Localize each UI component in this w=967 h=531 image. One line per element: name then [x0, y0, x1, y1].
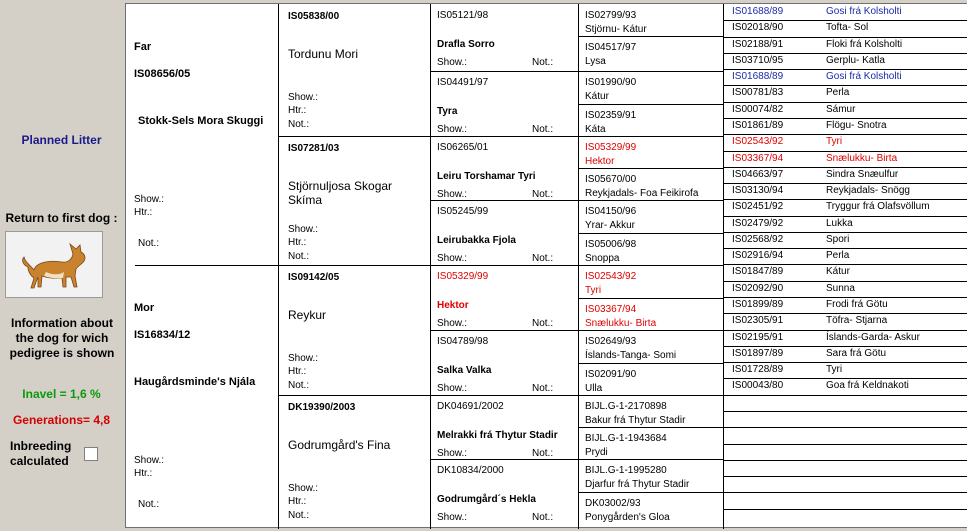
ancestor-reg[interactable]: IS02091/90: [585, 369, 637, 380]
parent-role: Far: [134, 41, 152, 53]
ancestor-name[interactable]: Djarfur frá Thytur Stadir: [585, 479, 690, 490]
show-label: Show.:: [437, 512, 468, 523]
grandparent-reg[interactable]: IS09142/05: [288, 272, 340, 283]
ancestor-reg[interactable]: IS02305/91: [732, 315, 784, 326]
ancestor-name[interactable]: Ponygården's Gloa: [585, 512, 670, 523]
not-label: Not.:: [532, 253, 554, 264]
grandparent-name[interactable]: Godrumgård's Fina: [288, 438, 391, 452]
ancestor-name[interactable]: Godrumgård´s Hekla: [437, 494, 536, 505]
grid-line: [723, 330, 967, 331]
ancestor-reg[interactable]: IS01990/90: [585, 77, 637, 88]
first-dog-button[interactable]: [5, 231, 103, 298]
ancestor-reg[interactable]: IS02543/92: [585, 271, 637, 282]
ancestor-name[interactable]: Lukka: [826, 218, 853, 229]
grid-line: [723, 20, 967, 21]
htr-label: Htr.:: [134, 468, 153, 479]
sidebar: [0, 0, 123, 531]
ancestor-reg[interactable]: IS00074/82: [732, 104, 784, 115]
show-label: Show.:: [134, 194, 165, 205]
grid-line: [723, 460, 967, 461]
grid-line: [578, 265, 723, 266]
ancestor-name[interactable]: Salka Valka: [437, 365, 492, 376]
ancestor-reg[interactable]: IS02451/92: [732, 201, 784, 212]
not-label: Not.:: [532, 57, 554, 68]
show-label: Show.:: [437, 448, 468, 459]
grid-line: [278, 395, 430, 396]
grid-line: [430, 395, 578, 396]
show-label: Show.:: [288, 92, 319, 103]
grid-line: [723, 53, 967, 54]
show-label: Show.:: [437, 124, 468, 135]
ancestor-reg[interactable]: IS02018/90: [732, 22, 784, 33]
grandparent-reg[interactable]: DK19390/2003: [288, 402, 356, 413]
ancestor-name[interactable]: Floki frá Kolsholti: [826, 39, 903, 50]
ancestor-reg[interactable]: IS02649/93: [585, 336, 637, 347]
grid-line: [578, 363, 723, 364]
grid-line: [723, 151, 967, 152]
ancestor-name[interactable]: Tofta- Sol: [826, 22, 869, 33]
ancestor-reg[interactable]: IS01861/89: [732, 120, 784, 131]
ancestor-name[interactable]: Tyri: [585, 285, 602, 296]
parent-name[interactable]: Stokk-Sels Mora Skuggi: [138, 115, 264, 127]
ancestor-name[interactable]: Leirubakka Fjola: [437, 235, 516, 246]
not-label: Not.:: [288, 380, 310, 391]
ancestor-name[interactable]: Kátur: [585, 91, 609, 102]
ancestor-name[interactable]: Perla: [826, 87, 850, 98]
ancestor-name[interactable]: Sámur: [826, 104, 856, 115]
ancestor-name[interactable]: Reykjadals- Foa Feikirofa: [585, 188, 699, 199]
grandparent-name[interactable]: Stjörnuljosa Skogar Skíma: [288, 179, 393, 207]
grid-line: [723, 346, 967, 347]
grid-line: [723, 69, 967, 70]
not-label: Not.:: [532, 189, 554, 200]
ancestor-reg[interactable]: DK10834/2000: [437, 465, 504, 476]
grid-line: [723, 118, 967, 119]
ancestor-reg[interactable]: BIJL.G-1-1995280: [585, 465, 667, 476]
not-label: Not.:: [532, 124, 554, 135]
ancestor-reg[interactable]: IS01897/89: [732, 348, 784, 359]
ancestor-reg[interactable]: IS01899/89: [732, 299, 784, 310]
grid-line: [723, 509, 967, 510]
ancestor-reg[interactable]: IS02543/92: [732, 136, 784, 147]
grid-line: [723, 232, 967, 233]
ancestor-name[interactable]: Yrar- Akkur: [585, 220, 636, 231]
inavel-value: Inavel = 1,6 %: [22, 387, 101, 401]
ancestor-reg[interactable]: IS05245/99: [437, 206, 489, 217]
grandparent-name[interactable]: Reykur: [288, 308, 327, 322]
ancestor-reg[interactable]: IS03367/94: [732, 153, 784, 164]
show-label: Show.:: [437, 318, 468, 329]
ancestor-reg[interactable]: BIJL.G-1-1943684: [585, 433, 667, 444]
not-label: Not.:: [288, 510, 310, 521]
planned-litter-link[interactable]: Planned Litter: [21, 133, 102, 147]
ancestor-reg[interactable]: IS02799/93: [585, 10, 637, 21]
ancestor-reg[interactable]: IS04491/97: [437, 77, 489, 88]
show-label: Show.:: [437, 383, 468, 394]
parent-reg[interactable]: IS08656/05: [134, 68, 191, 80]
grid-line: [430, 265, 578, 266]
grid-line: [578, 330, 723, 331]
grid-line: [723, 216, 967, 217]
parent-reg[interactable]: IS16834/12: [134, 329, 191, 341]
ancestor-name[interactable]: Íslands-Garda- Askur: [826, 332, 920, 343]
grid-line: [723, 85, 967, 86]
ancestor-name[interactable]: Goa frá Keldnakoti: [826, 380, 909, 391]
grid-line: [578, 36, 723, 37]
ancestor-name[interactable]: Frodi frá Götu: [826, 299, 888, 310]
ancestor-name[interactable]: Prydi: [585, 447, 608, 458]
grid-line: [430, 4, 431, 529]
ancestor-reg[interactable]: IS02092/90: [732, 283, 784, 294]
ancestor-reg[interactable]: IS02359/91: [585, 110, 637, 121]
ancestor-name[interactable]: Ulla: [585, 383, 603, 394]
ancestor-reg[interactable]: IS00043/80: [732, 380, 784, 391]
grid-line: [723, 134, 967, 135]
ancestor-name[interactable]: Perla: [826, 250, 850, 261]
ancestor-name[interactable]: Gerplu- Katla: [826, 55, 885, 66]
grandparent-name[interactable]: Tordunu Mori: [288, 47, 359, 61]
grid-line: [723, 281, 967, 282]
grid-line: [723, 362, 967, 363]
grid-line: [578, 71, 723, 72]
grid-line: [578, 136, 723, 137]
ancestor-name[interactable]: Sindra Snæulfur: [826, 169, 899, 180]
ancestor-name[interactable]: Töfra- Stjarna: [826, 315, 888, 326]
ancestor-reg[interactable]: IS03710/95: [732, 55, 784, 66]
not-label: Not.:: [532, 318, 554, 329]
show-label: Show.:: [134, 455, 165, 466]
not-label: Not.:: [138, 499, 160, 510]
grid-line: [578, 200, 723, 201]
ancestor-name[interactable]: Stjörnu- Kátur: [585, 24, 647, 35]
parent-name[interactable]: Haugårdsminde's Njála: [134, 376, 256, 388]
grid-line: [578, 492, 723, 493]
grid-line: [723, 395, 967, 396]
generations-value: Generations= 4,8: [12, 413, 111, 427]
ancestor-name[interactable]: Kátur: [826, 266, 850, 277]
ancestor-reg[interactable]: IS05329/99: [585, 142, 637, 153]
ancestor-reg[interactable]: IS01847/89: [732, 266, 784, 277]
ancestor-reg[interactable]: IS04663/97: [732, 169, 784, 180]
grid-line: [723, 102, 967, 103]
ancestor-name[interactable]: Reykjadals- Snögg: [826, 185, 910, 196]
ancestor-reg[interactable]: IS02188/91: [732, 39, 784, 50]
grid-line: [430, 330, 578, 331]
ancestor-reg[interactable]: IS06265/01: [437, 142, 489, 153]
grid-line: [430, 71, 578, 72]
ancestor-name[interactable]: Tyra: [437, 106, 458, 117]
show-label: Show.:: [288, 224, 319, 235]
ancestor-name[interactable]: Káta: [585, 124, 606, 135]
ancestor-name[interactable]: Flögu- Snotra: [826, 120, 887, 131]
htr-label: Htr.:: [288, 366, 307, 377]
grid-line: [578, 459, 723, 460]
ancestor-name[interactable]: Tyri: [826, 364, 843, 375]
grid-line: [278, 136, 430, 137]
ancestor-name[interactable]: Spori: [826, 234, 850, 245]
grid-line: [723, 297, 967, 298]
return-to-first-dog-label: Return to first dog :: [5, 211, 118, 225]
parent-role: Mor: [134, 302, 155, 314]
grandparent-reg[interactable]: IS05838/00: [288, 11, 340, 22]
ancestor-name[interactable]: Hektor: [585, 156, 615, 167]
ancestor-reg[interactable]: IS03130/94: [732, 185, 784, 196]
grid-line: [723, 37, 967, 38]
htr-label: Htr.:: [288, 496, 307, 507]
ancestor-reg[interactable]: IS01728/89: [732, 364, 784, 375]
inbreeding-label: Inbreeding calculated: [10, 439, 72, 468]
grid-line: [578, 104, 723, 105]
ancestor-name[interactable]: Hektor: [437, 300, 469, 311]
grid-line: [723, 167, 967, 168]
ancestor-name[interactable]: Leiru Torshamar Tyri: [437, 171, 536, 182]
ancestor-reg[interactable]: IS00781/83: [732, 87, 784, 98]
grid-line: [278, 4, 279, 529]
grid-line: [723, 476, 967, 477]
ancestor-reg[interactable]: IS02195/91: [732, 332, 784, 343]
show-label: Show.:: [437, 189, 468, 200]
grid-line: [578, 168, 723, 169]
ancestor-name[interactable]: Íslands-Tanga- Somi: [585, 350, 677, 361]
ancestor-name[interactable]: Gosi frá Kolsholti: [826, 6, 902, 17]
ancestor-reg[interactable]: IS04517/97: [585, 42, 637, 53]
grid-line: [578, 298, 723, 299]
not-label: Not.:: [532, 448, 554, 459]
grid-line: [723, 411, 967, 412]
info-text: Information about the dog for wich pedigree is shown: [9, 316, 115, 360]
ancestor-reg[interactable]: IS05670/00: [585, 174, 637, 185]
ancestor-reg[interactable]: IS05006/98: [585, 239, 637, 250]
ancestor-name[interactable]: Snælukku- Birta: [585, 318, 657, 329]
pedigree-table: [125, 3, 967, 528]
ancestor-reg[interactable]: IS01688/89: [732, 71, 784, 82]
grid-line: [578, 4, 579, 529]
grid-line: [723, 183, 967, 184]
grid-line: [723, 444, 967, 445]
not-label: Not.:: [138, 238, 160, 249]
ancestor-name[interactable]: Snælukku- Birta: [826, 153, 898, 164]
grid-line: [723, 248, 967, 249]
ancestor-reg[interactable]: IS04789/98: [437, 336, 489, 347]
htr-label: Htr.:: [288, 237, 307, 248]
show-label: Show.:: [288, 483, 319, 494]
inbreeding-checkbox[interactable]: [84, 447, 98, 461]
grid-line: [723, 264, 967, 265]
ancestor-name[interactable]: Sunna: [826, 283, 855, 294]
ancestor-reg[interactable]: IS02479/92: [732, 218, 784, 229]
show-label: Show.:: [437, 57, 468, 68]
show-label: Show.:: [288, 353, 319, 364]
dog-icon: [6, 232, 102, 297]
not-label: Not.:: [288, 119, 310, 130]
ancestor-name[interactable]: Gosi frá Kolsholti: [826, 71, 902, 82]
grid-line: [578, 427, 723, 428]
ancestor-name[interactable]: Melrakki frá Thytur Stadir: [437, 430, 558, 441]
grid-line: [723, 199, 967, 200]
not-label: Not.:: [532, 383, 554, 394]
htr-label: Htr.:: [288, 105, 307, 116]
ancestor-name[interactable]: Bakur frá Thytur Stadir: [585, 415, 686, 426]
ancestor-reg[interactable]: DK04691/2002: [437, 401, 504, 412]
ancestor-reg[interactable]: IS05121/98: [437, 10, 489, 21]
not-label: Not.:: [532, 512, 554, 523]
grid-line: [723, 378, 967, 379]
ancestor-reg[interactable]: IS03367/94: [585, 304, 637, 315]
ancestor-name[interactable]: Lysa: [585, 56, 606, 67]
grandparent-reg[interactable]: IS07281/03: [288, 143, 340, 154]
ancestor-name[interactable]: Drafla Sorro: [437, 39, 495, 50]
grid-line: [723, 4, 724, 529]
htr-label: Htr.:: [134, 207, 153, 218]
ancestor-reg[interactable]: IS04150/96: [585, 206, 637, 217]
ancestor-reg[interactable]: DK03002/93: [585, 498, 641, 509]
grid-line: [578, 233, 723, 234]
grid-line: [723, 427, 967, 428]
grid-line: [723, 492, 967, 493]
ancestor-name[interactable]: Tryggur frá Olafsvöllum: [826, 201, 930, 212]
ancestor-reg[interactable]: IS02916/94: [732, 250, 784, 261]
show-label: Show.:: [437, 253, 468, 264]
grid-line: [278, 265, 430, 266]
ancestor-name[interactable]: Tyri: [826, 136, 843, 147]
ancestor-reg[interactable]: IS01688/89: [732, 6, 784, 17]
ancestor-reg[interactable]: IS05329/99: [437, 271, 489, 282]
not-label: Not.:: [288, 251, 310, 262]
ancestor-name[interactable]: Snoppa: [585, 253, 620, 264]
grid-line: [723, 313, 967, 314]
grid-line: [135, 265, 278, 266]
ancestor-reg[interactable]: IS02568/92: [732, 234, 784, 245]
grid-line: [578, 395, 723, 396]
grid-line: [430, 136, 578, 137]
ancestor-name[interactable]: Sara frá Götu: [826, 348, 887, 359]
ancestor-reg[interactable]: BIJL.G-1-2170898: [585, 401, 667, 412]
